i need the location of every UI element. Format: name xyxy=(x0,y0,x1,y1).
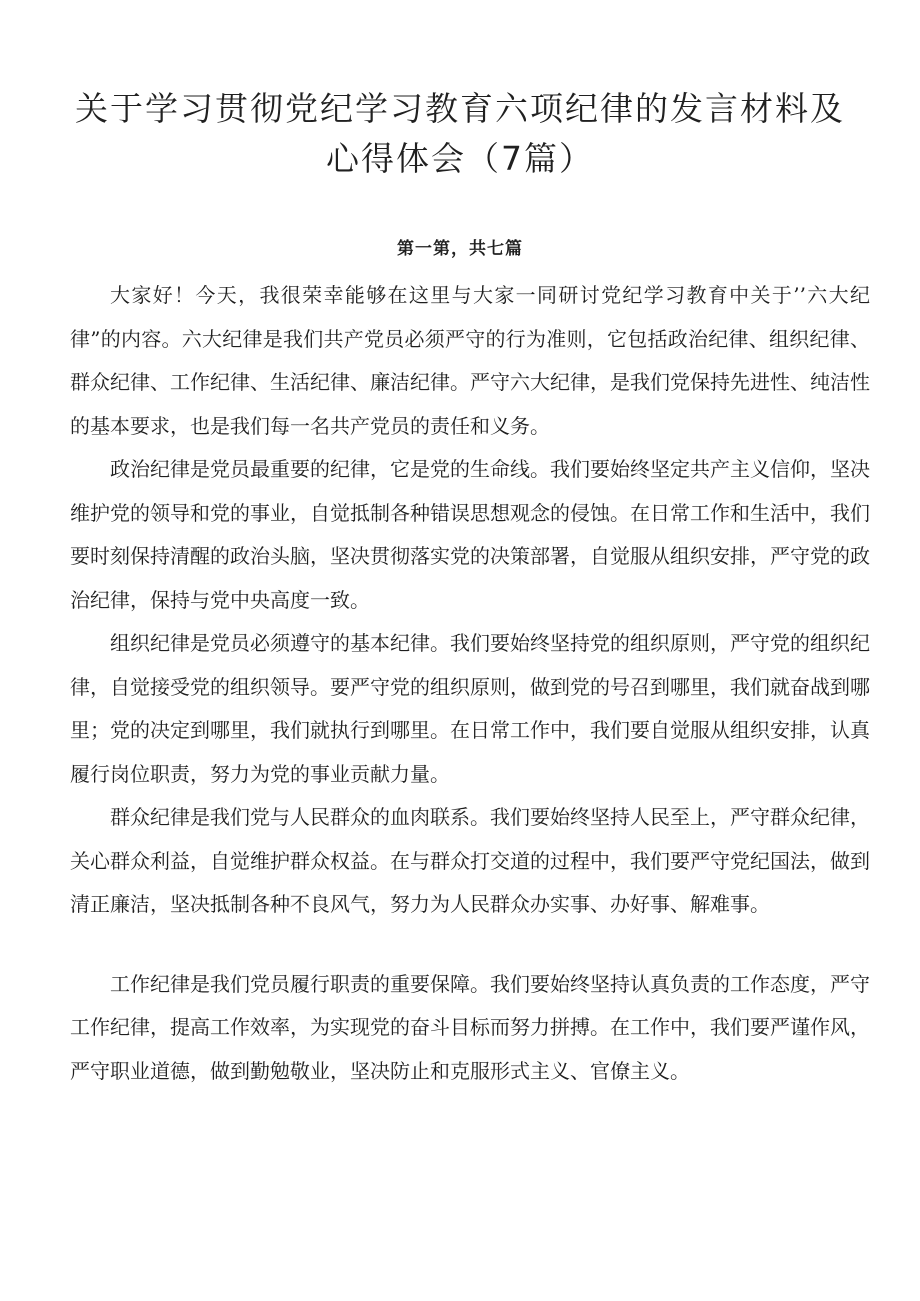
section-heading: 第一第，共七篇 xyxy=(397,239,523,259)
document-title: 关于学习贯彻党纪学习教育六项纪律的发言材料及心得体会（7篇） xyxy=(75,89,845,178)
paragraph-organizational-discipline: 组织纪律是党员必须遵守的基本纪律。我们要始终坚持党的组织原则，严守党的组织纪律，自觉接受党的组织领导。要严守党的组织原则，做到党的号召到哪里，我们就奋战到哪里；党的决定到哪里，我们就执行到哪里。在日常工作中，我们要自觉服从组织安排，认真履行岗位职责，努力为党的事业贡献力量。 xyxy=(70,631,870,786)
paragraph-political-discipline: 政治纪律是党员最重要的纪律，它是党的生命线。我们要始终坚定共产主义信仰，坚决维护党的领导和党的事业，自觉抵制各种错误思想观念的侵蚀。在日常工作和生活中，我们要时刻保持清醒的政治头脑，坚决贯彻落实党的决策部署，自觉服从组织安排，严守党的政治纪律，保持与党中央高度一致。 xyxy=(70,457,870,612)
paragraph-intro: 大家好！今天，我很荣幸能够在这里与大家一同研讨党纪学习教育中关于’’六大纪律”的内容。六大纪律是我们共产党员必须严守的行为准则，它包括政治纪律、组织纪律、群众纪律、工作纪律、生活纪律、廉洁纪律。严守六大纪律，是我们党保持先进性、纯洁性的基本要求，也是我们每一名共产党员的责任和义务。 xyxy=(70,283,870,438)
paragraph-work-discipline: 工作纪律是我们党员履行职责的重要保障。我们要始终坚持认真负责的工作态度，严守工作纪律，提高工作效率，为实现党的奋斗目标而努力拼搏。在工作中，我们要严谨作风，严守职业道德，做到勤勉敬业，坚决防止和克服形式主义、官僚主义。 xyxy=(70,971,870,1083)
document-body xyxy=(70,274,870,1093)
paragraph-mass-discipline: 群众纪律是我们党与人民群众的血肉联系。我们要始终坚持人民至上，严守群众纪律，关心群众利益，自觉维护群众权益。在与群众打交道的过程中，我们要严守党纪国法，做到清正廉洁，坚决抵制各种不良风气，努力为人民群众办实事、办好事、解难事。 xyxy=(70,805,870,916)
